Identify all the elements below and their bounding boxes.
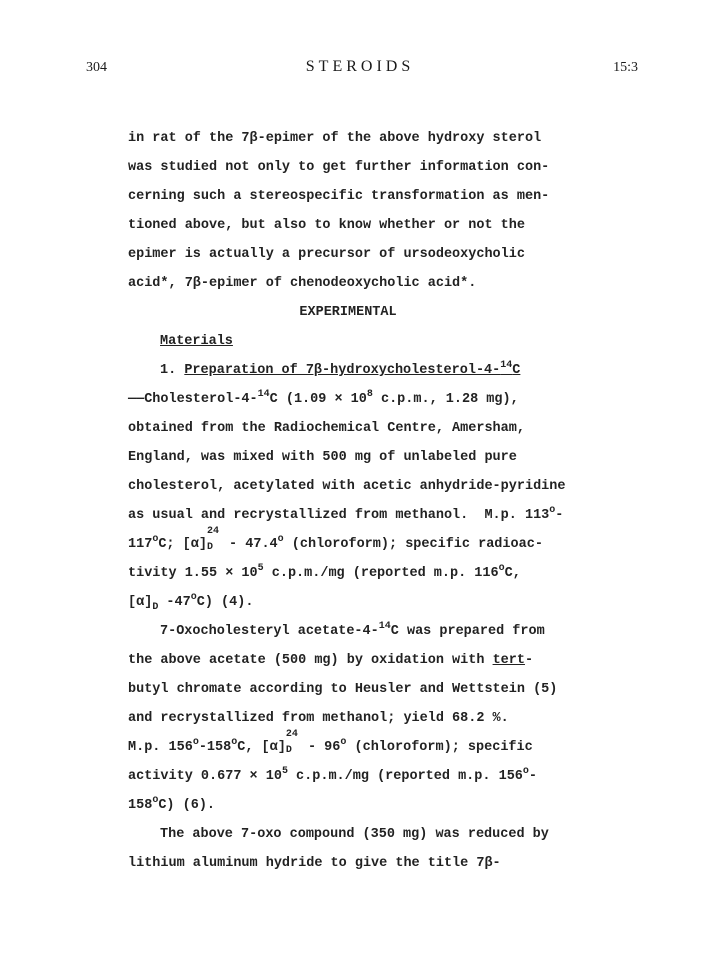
superscript: 5 <box>281 766 288 777</box>
superscript: o <box>277 534 284 545</box>
subscript: D <box>285 745 292 756</box>
text-run: M.p. 156 <box>128 740 193 755</box>
body-line: butyl chromate according to Heusler and Wettstein (5) <box>128 682 558 697</box>
rotation-scripts <box>206 526 221 553</box>
superscript: 24 <box>206 526 219 537</box>
text-run: 158 <box>128 798 153 813</box>
text-run: 117 <box>128 537 153 552</box>
superscript: 14 <box>257 389 270 400</box>
underlined-text: tert <box>492 653 525 668</box>
subscript: D <box>206 542 213 553</box>
page-header <box>0 58 720 82</box>
text-run: - 47.4 <box>220 537 278 552</box>
superscript: o <box>549 505 556 516</box>
text-run: (chloroform); specific radioac- <box>283 537 543 552</box>
text-run: - <box>528 769 538 784</box>
body-line: and recrystallized from methanol; yield 68.2 %. <box>128 711 509 726</box>
body-line <box>128 559 608 588</box>
body-line: The above 7-oxo compound (350 mg) was reduced by <box>160 827 549 842</box>
superscript: o <box>190 592 197 603</box>
body-line: England, was mixed with 500 mg of unlabeled pure <box>128 450 517 465</box>
body-line: acid*, 7β-epimer of chenodeoxycholic acid*. <box>128 276 477 291</box>
text-run: ——Cholesterol-4- <box>128 392 258 407</box>
body-line: epimer is actually a precursor of ursodeoxycholic <box>128 247 525 262</box>
superscript: 8 <box>366 389 373 400</box>
text-run: - <box>555 508 564 523</box>
subsection-heading-text: Materials <box>160 334 233 349</box>
text-run: C; [α] <box>158 537 207 552</box>
running-title: STEROIDS <box>305 58 415 75</box>
superscript: o <box>340 737 347 748</box>
body-line <box>128 729 608 762</box>
body-line: cholesterol, acetylated with acetic anhydride-pyridine <box>128 479 566 494</box>
text-run: c.p.m., 1.28 mg), <box>372 392 519 407</box>
prep-heading <box>128 356 608 385</box>
subsection-heading <box>128 327 608 356</box>
body-line <box>128 588 608 617</box>
superscript: 5 <box>257 563 264 574</box>
text-run: C was prepared from <box>390 624 545 639</box>
superscript: 14 <box>378 621 391 632</box>
text-run: c.p.m./mg (reported m.p. 116 <box>263 566 499 581</box>
text-run: - <box>524 653 534 668</box>
superscript: o <box>192 737 199 748</box>
text-run: - 96 <box>299 740 341 755</box>
body-line <box>128 385 608 414</box>
prep-title-end: C <box>512 363 521 378</box>
body-line: was studied not only to get further information con- <box>128 160 550 175</box>
body-line: lithium aluminum hydride to give the title 7β- <box>128 856 501 871</box>
body-line <box>128 646 608 675</box>
issue-number: 15:3 <box>613 60 638 75</box>
text-run: C, <box>504 566 521 581</box>
text-run: c.p.m./mg (reported m.p. 156 <box>287 769 523 784</box>
article-body <box>128 124 608 878</box>
prep-title <box>184 360 521 378</box>
body-line <box>128 791 608 820</box>
text-run: C) (4). <box>196 595 254 610</box>
text-run: 7-Oxocholesteryl acetate-4- <box>160 624 379 639</box>
superscript: o <box>152 795 159 806</box>
superscript: o <box>522 766 529 777</box>
text-run: C (1.09 × 10 <box>269 392 367 407</box>
superscript: o <box>231 737 238 748</box>
page-number: 304 <box>86 60 107 75</box>
text-run: activity 0.677 × 10 <box>128 769 282 784</box>
rotation-scripts <box>285 729 300 756</box>
subscript: D <box>152 602 159 613</box>
body-line: in rat of the 7β-epimer of the above hydroxy sterol <box>128 131 542 146</box>
text-run: (chloroform); specific <box>346 740 533 755</box>
body-line <box>128 762 608 791</box>
text-run: tivity 1.55 × 10 <box>128 566 258 581</box>
text-run: the above acetate (500 mg) by oxidation with <box>128 653 493 668</box>
superscript: o <box>498 563 505 574</box>
text-run: C) (6). <box>158 798 216 813</box>
body-line: tioned above, but also to know whether or not the <box>128 218 525 233</box>
prep-number: 1. <box>160 363 185 378</box>
text-run: as usual and recrystallized from methanol. M.p. 113 <box>128 508 550 523</box>
superscript: 24 <box>285 729 298 740</box>
body-line <box>128 526 608 559</box>
section-heading: EXPERIMENTAL <box>299 305 397 320</box>
prep-title-sup: 14 <box>500 360 513 371</box>
body-line <box>128 501 608 530</box>
prep-title-text: Preparation of 7β-hydroxycholesterol-4- <box>184 363 501 378</box>
body-line <box>128 617 608 646</box>
body-line: cerning such a stereospecific transformation as men- <box>128 189 550 204</box>
text-run: C, [α] <box>237 740 286 755</box>
text-run: -158 <box>198 740 232 755</box>
text-run: -47 <box>158 595 191 610</box>
body-line: obtained from the Radiochemical Centre, Amersham, <box>128 421 525 436</box>
text-run: [α] <box>128 595 153 610</box>
superscript: o <box>152 534 159 545</box>
